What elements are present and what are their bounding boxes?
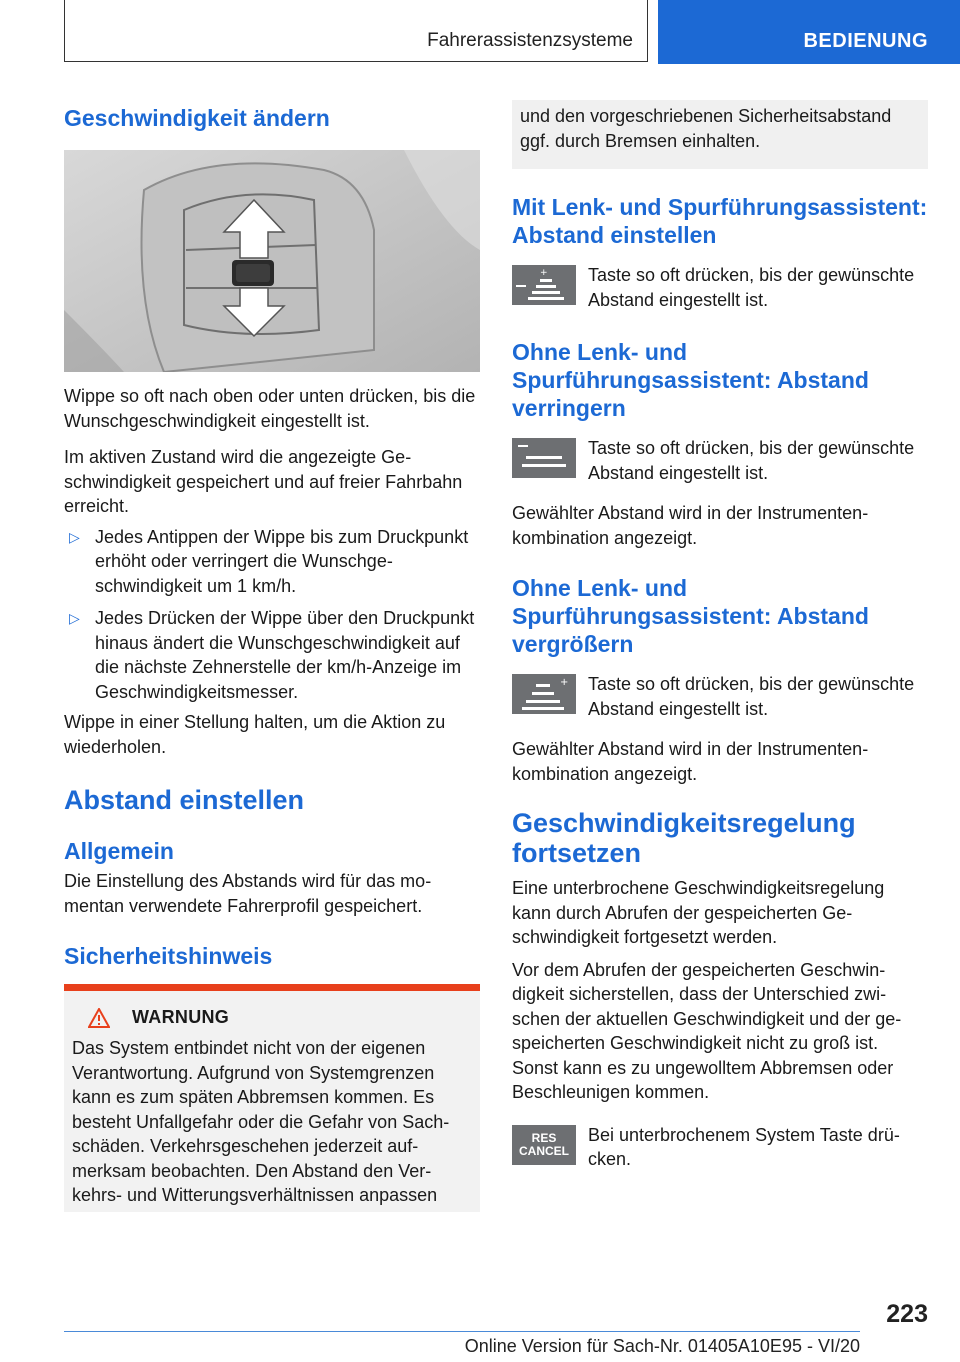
- heading-set-distance: Mit Lenk- und Spurführungsassistent: Abstand einstellen: [512, 194, 928, 248]
- warning-continuation-box: [512, 100, 928, 169]
- button-row-increase: [512, 672, 928, 721]
- distance-decrease-button-icon: [512, 438, 576, 478]
- paragraph-resume-1: Eine unterbrochene Geschwindigkeitsregelung kann durch Abrufen der gespeicherten Geschwindigkeit fortgesetzt werden.: [512, 878, 885, 947]
- paragraph-hold: Wippe in einer Stellung halten, um die Aktion zu wiederholen.: [64, 712, 446, 757]
- button-row-resume: [512, 1123, 928, 1172]
- svg-text:+: +: [540, 268, 548, 278]
- left-column: [64, 100, 480, 1212]
- heading-general: Allgemein: [64, 838, 174, 864]
- list-item: ▷ Jedes Drücken der Wippe über den Druckpunkt hinaus ändert die Wunschgeschwindigkeit auf die nächste Zehnerstelle der km/h-Anzeige im Geschwindigkeitsmesser.: [69, 608, 475, 702]
- heading-speed-change: Geschwindigkeit ändern: [64, 105, 330, 131]
- speed-bullet-list: [64, 525, 480, 705]
- cancel-label: CANCEL: [519, 1143, 569, 1158]
- footer-divider: [64, 1331, 860, 1332]
- paragraph-general: Die Einstellung des Abstands wird für das momentan verwendete Fahrerprofil gespeichert.: [64, 871, 432, 916]
- rocker-illustration: [64, 150, 480, 372]
- heading-resume: Geschwindigkeitsregelung fortsetzen: [512, 808, 856, 868]
- paragraph-rocker: Wippe so oft nach oben oder unten drücken, bis die Wunschgeschwindigkeit eingestellt ist.: [64, 386, 476, 431]
- steering-wheel-rocker-image: [64, 150, 480, 372]
- paragraph-active-state: Im aktiven Zustand wird die angezeigte Geschwindigkeit gespeichert und auf freier Fahrbahn erreicht.: [64, 447, 463, 516]
- button-resume-text: Bei unterbrochenem System Taste drücken.: [588, 1124, 900, 1169]
- page-number: 223: [886, 1300, 928, 1328]
- button-decrease-text: Taste so oft drücken, bis der gewünschte Abstand eingestellt ist.: [588, 438, 915, 483]
- res-label: RES: [531, 1130, 557, 1145]
- heading-increase-distance: Ohne Lenk- und Spurführungsassistent: Abstand vergrößern: [512, 575, 869, 657]
- warning-box: [64, 984, 480, 1212]
- chapter-title: Fahrerassistenzsysteme: [427, 30, 633, 51]
- heading-distance: Abstand einstellen: [64, 785, 305, 815]
- header-section-box: [658, 0, 960, 64]
- svg-text:+: +: [560, 677, 569, 688]
- warning-continuation-text: und den vorgeschriebenen Sicherheitsabstand ggf. durch Bremsen einhalten.: [520, 106, 892, 151]
- distance-set-button-icon: [512, 265, 576, 305]
- right-column: [512, 100, 928, 1172]
- button-set-text: Taste so oft drücken, bis der gewünschte Abstand eingestellt ist.: [588, 265, 915, 310]
- button-row-decrease: [512, 436, 928, 485]
- heading-safety: Sicherheitshinweis: [64, 943, 273, 969]
- distance-increase-button-icon: [512, 674, 576, 714]
- header-chapter-box: [64, 0, 648, 62]
- paragraph-resume-2: Vor dem Abrufen der gespeicherten Geschwindigkeit sicherstellen, dass der Unterschied zwischen der aktuellen Geschwindigkeit und der gespeicherten Geschwindigkeit nicht zu groß ist. Sonst kann es zu ungewolltem Abbremsen oder Beschleunigen kommen.: [512, 959, 902, 1102]
- button-increase-text: Taste so oft drücken, bis der gewünschte Abstand eingestellt ist.: [588, 674, 915, 719]
- heading-decrease-distance: Ohne Lenk- und Spurführungsassistent: Abstand verringern: [512, 339, 869, 421]
- section-label: BEDIENUNG: [803, 30, 928, 52]
- res-cancel-button-icon: [512, 1125, 576, 1165]
- paragraph-distance-shown-2: Gewählter Abstand wird in der Instrumentenkombination angezeigt.: [512, 739, 869, 784]
- warning-label: WARNUNG: [132, 1007, 230, 1027]
- warning-triangle-icon: [88, 1008, 110, 1028]
- triangle-bullet-icon: ▷: [69, 528, 80, 545]
- warning-text: Das System entbindet nicht von der eigenen Verantwortung. Aufgrund von Systemgrenzen kann es zum späten Abbremsen kommen. Es besteht Unfallgefahr oder die Gefahr von Sachschäden. Verkehrsgeschehen jederzeit aufmerksam beobachten. Den Abstand den Verkehrs- und Witterungsverhältnissen anpassen: [72, 1038, 450, 1205]
- button-row-set: [512, 263, 928, 312]
- list-item: ▷ Jedes Antippen der Wippe bis zum Druckpunkt erhöht oder verringert die Wunschgeschwindigkeit um 1 km/h.: [69, 526, 469, 596]
- paragraph-distance-shown-1: Gewählter Abstand wird in der Instrumentenkombination angezeigt.: [512, 503, 869, 548]
- triangle-bullet-icon: ▷: [69, 610, 80, 626]
- warning-header: [88, 1007, 474, 1028]
- footer-version-text: Online Version für Sach-Nr. 01405A10E95 - VI/20: [464, 1336, 860, 1356]
